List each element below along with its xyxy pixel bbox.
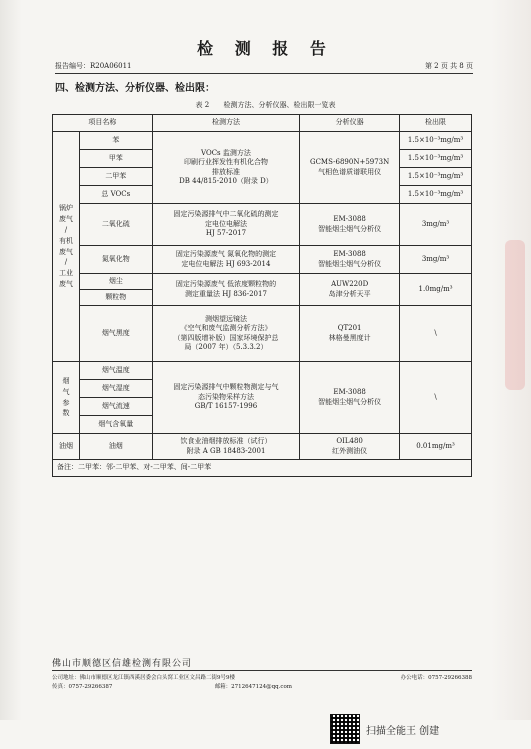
item-dust: 烟尘 [79,274,152,290]
limit-total-vocs: 1.5×10⁻³mg/m³ [400,186,472,204]
group-label-cooking: 油烟 [53,434,80,460]
lampblack-instrument [300,434,400,460]
footer-email: 邮箱：2712647124@qq.com [214,683,292,690]
pm-instrument-text: AUW220D 岛津分析天平 [328,280,371,298]
page-number: 第 2 页 共 8 页 [424,62,473,70]
group-label-boiler: 锅炉 废气 / 有机 废气 / 工业 废气 [53,132,80,362]
footer-divider [52,670,472,671]
item-oxygen: 烟气含氧量 [79,416,152,434]
table-row [53,362,472,380]
limit-pm: 1.0mg/m³ [400,274,472,306]
so2-instrument [300,204,400,246]
seal-stamp-fragment [505,240,525,390]
table-row [53,274,472,290]
header-limit: 检出限 [400,115,472,132]
vocs-instrument-text: GCMS-6890N+5973N 气相色谱质谱联用仪 [309,158,390,176]
methods-table [52,114,472,477]
flue-method [152,362,300,434]
flue-instrument-text: EM-3088 智能烟尘烟气分析仪 [318,388,382,406]
item-xylene: 二甲苯 [79,168,152,186]
so2-instrument-text: EM-3088 智能烟尘烟气分析仪 [318,215,382,233]
table-note-row [53,460,472,477]
item-pm: 颗粒物 [79,290,152,306]
item-blackness: 烟气黑度 [79,306,152,362]
footer-address: 公司地址：佛山市顺德区龙江镇西溪居委会白头窝工业区文昌路二街9号9楼 [52,675,236,681]
header-item-name: 项目名称 [53,115,153,132]
flue-instrument [300,362,400,434]
table-row [53,434,472,460]
table-caption [0,100,531,110]
vocs-method-text: VOCs 监测方法 印刷行业挥发性有机化合物 排放标准 DB 44/815-2010（附录 D） [179,148,273,185]
table-caption-text: 检测方法、分析仪器、检出限一览表 [223,101,336,109]
footer-office-phone: 办公电话：0757-29266388 [400,675,472,681]
item-velocity: 烟气流速 [79,398,152,416]
so2-method-text: 固定污染源排气中二氧化硫的测定 定电位电解法 HJ 57-2017 [173,210,279,238]
vocs-instrument [300,132,400,204]
nox-instrument [300,246,400,274]
section-heading: 四、检测方法、分析仪器、检出限： [55,83,215,94]
limit-benzene: 1.5×10⁻³mg/m³ [400,132,472,150]
header-method: 检测方法 [152,115,300,132]
item-humidity: 烟气湿度 [79,380,152,398]
lampblack-instrument-text: OIL480 红外测油仪 [332,437,368,455]
document-title: 检 测 报 告 [197,39,334,58]
nox-method-text: 固定污染源废气 氮氧化物的测定 定电位电解法 HJ 693-2014 [175,250,277,268]
limit-flue: \ [400,362,472,434]
item-benzene: 苯 [79,132,152,150]
blackness-method [152,306,300,362]
nox-method [152,246,300,274]
table-caption-number: 表 2 [195,101,210,109]
limit-toluene: 1.5×10⁻³mg/m³ [400,150,472,168]
report-header-line [55,61,473,74]
item-temp: 烟气温度 [79,362,152,380]
footer-fax: 传真：0757-29266387 [52,683,113,690]
limit-so2: 3mg/m³ [400,204,472,246]
blackness-instrument [300,306,400,362]
item-toluene: 甲苯 [79,150,152,168]
table-row [53,132,472,150]
footer-company: 佛山市顺德区信雄检测有限公司 [52,659,193,669]
pm-instrument [300,274,400,306]
item-total-vocs: 总 VOCs [79,186,152,204]
nox-instrument-text: EM-3088 智能烟尘烟气分析仪 [318,250,382,268]
qr-code-icon [330,714,360,744]
footer-row-1 [52,674,472,683]
footer-contact [52,674,472,692]
so2-method [152,204,300,246]
table-row [53,204,472,246]
limit-xylene: 1.5×10⁻³mg/m³ [400,168,472,186]
lampblack-method-text: 饮食业油烟排放标准（试行） 附录 A GB 18483-2001 [180,437,272,455]
item-so2: 二氧化硫 [79,204,152,246]
pm-method [152,274,300,306]
lampblack-method [152,434,300,460]
table-row [53,246,472,274]
table-note: 备注：二甲苯：邻-二甲苯、对-二甲苯、间-二甲苯 [53,460,472,477]
group-label-flue: 烟 气 参 数 [53,362,80,434]
flue-method-text: 固定污染源排气中颗粒物测定与气 态污染物采样方法 GB/T 16157-1996 [173,383,279,411]
limit-blackness: \ [400,306,472,362]
scanner-watermark [330,714,439,744]
limit-lampblack: 0.01mg/m³ [400,434,472,460]
limit-nox: 3mg/m³ [400,246,472,274]
scanner-label: 扫描全能王 创建 [366,725,440,737]
table-header-row [53,115,472,132]
item-lampblack: 油烟 [79,434,152,460]
footer-row-2 [52,683,472,692]
report-number: 报告编号：R20A06011 [55,62,132,70]
blackness-method-text: 测烟望远镜法 《空气和废气监测分析方法》 （第四版增补版）国家环境保护总 局（2007 年）（5.3.3.2） [173,314,279,351]
blackness-instrument-text: QT201 林格曼黑度计 [328,324,371,342]
table-row [53,306,472,362]
header-instrument: 分析仪器 [300,115,400,132]
pm-method-text: 固定污染源废气 低浓度颗粒物的 测定重量法 HJ 836-2017 [175,280,277,298]
vocs-method [152,132,300,204]
item-nox: 氮氧化物 [79,246,152,274]
